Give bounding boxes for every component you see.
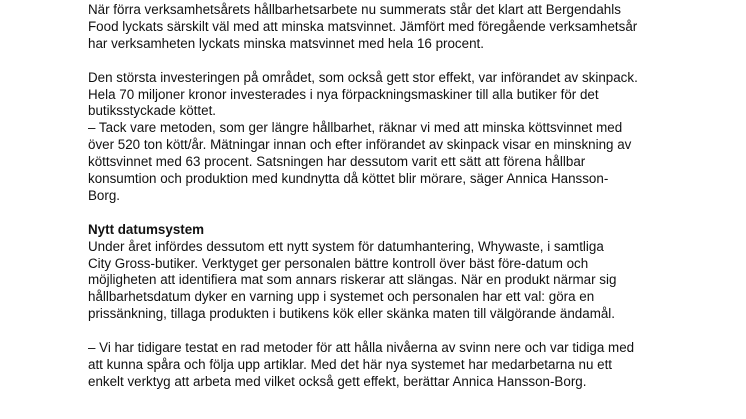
document-body [88,2,728,391]
paragraph-skinpack-investment: Den största investeringen på området, som också gett stor effekt, var införandet av skinpack. Hela 70 miljoner kronor investerades i nya förpackningsmaskiner till alla butiker för det butiksstyckade köttet. [88,69,638,119]
paragraph-summary: När förra verksamhetsårets hållbarhetsarbete nu summerats står det klart att Bergendahls Food lyckats särskilt väl med att minska matsvinnet. Jämfört med föregående verksamhetsår har verksamheten lyckats minska matsvinnet med hela 16 procent. [88,2,638,51]
paragraph-datumsystem: Under året infördes dessutom ett nytt system för datumhantering, Whywaste, i samtliga City Gross-butiker. Verktyget ger personalen bättre kontroll över bäst före-datum och möjligheten att identifiera mat som annars riskerar att slängas. När en produkt närmar sig hållbarhetsdatum dyker en varning upp i systemet och personalen har ett val: göra en prissänkning, tillaga produkten i butikens kök eller skänka maten till välgörande ändamål. [88,238,617,322]
paragraph-gap [88,205,728,222]
paragraph-skinpack-quote: – Tack vare metoden, som ger längre hållbarhet, räknar vi med att minska köttsvinnet med över 520 ton kött/år. Mätningar innan och efter införandet av skinpack visar en minskning av köttsvinnet med 63 procent. Satsningen har dessutom varit ett sätt att förena hållbar konsumtion och produktion med kundnytta då köttet blir mörare, säger Annica Hansson- Borg. [88,120,632,203]
paragraph-closing-quote: – Vi har tidigare testat en rad metoder för att hålla nivåerna av svinn nere och var tidiga med att kunna spåra och följa upp artiklar. Med det här nya systemet har medarbetarna nu ett enkelt verktyg att arbeta med vilket också gett effekt, berättar Annica Hansson-Borg. [88,340,635,389]
paragraph-gap [88,323,728,340]
section-heading: Nytt datumsystem [88,221,205,237]
paragraph-gap [88,53,728,70]
